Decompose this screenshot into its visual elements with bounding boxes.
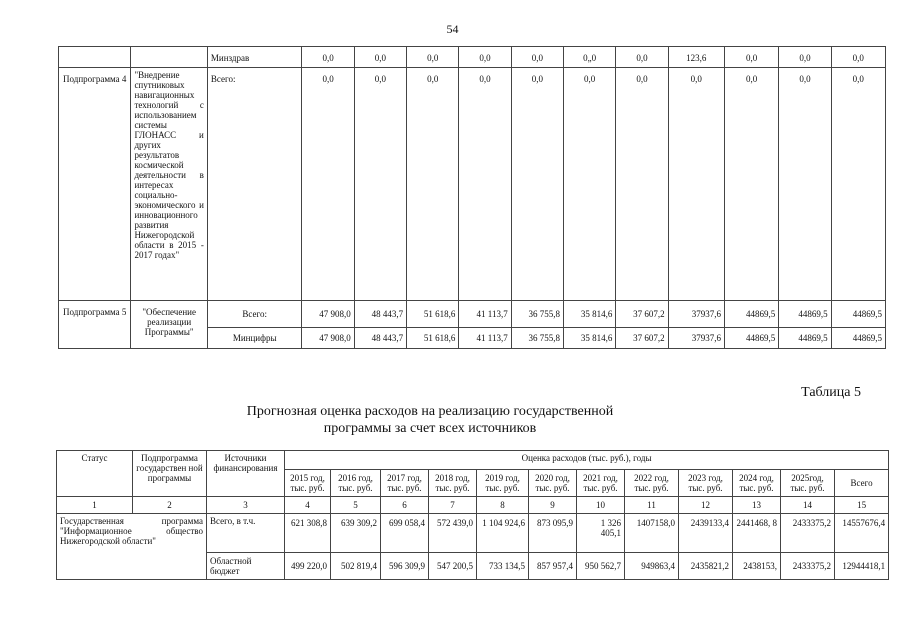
status-cell: Подпрограмма 5 [59, 301, 131, 349]
value-cell: 0,0 [511, 47, 563, 68]
value-cell: 1 326 405,1 [577, 514, 625, 553]
header-year: 2025год, тыс. руб. [781, 470, 835, 497]
header-year: 2017 год, тыс. руб. [381, 470, 429, 497]
value-cell: 547 200,5 [429, 553, 477, 580]
value-cell: 0,0 [831, 68, 885, 301]
forecast-expenses-table [56, 450, 889, 580]
value-cell: 621 308,8 [285, 514, 331, 553]
column-number: 8 [477, 497, 529, 514]
value-cell: 1 104 924,6 [477, 514, 529, 553]
value-cell: 44869,5 [779, 328, 831, 349]
table-row [59, 47, 886, 68]
status-cell [59, 47, 131, 68]
column-number: 12 [679, 497, 733, 514]
value-cell: 51 618,6 [407, 328, 459, 349]
header-sources: Источники финансирования [207, 451, 285, 497]
table-row [59, 68, 886, 301]
page-number: 54 [446, 22, 459, 36]
table-header-row [57, 451, 889, 470]
value-cell: 37 607,2 [616, 328, 668, 349]
source-cell: Всего, в т.ч. [207, 514, 285, 553]
column-number: 14 [781, 497, 835, 514]
value-cell: 37 607,2 [616, 301, 668, 328]
value-cell: 35 814,6 [564, 301, 616, 328]
value-cell: 0,0 [668, 68, 724, 301]
value-cell: 0,0 [831, 47, 885, 68]
header-year: 2018 год, тыс. руб. [429, 470, 477, 497]
value-cell: 0,0 [616, 47, 668, 68]
name-cell: "Внедрение спутниковых навигационных технологий с использованием системы ГЛОНАСС и других результатов космической деятельности в интересах социально-экономического и инновационного развития Нижегородской области в 2015 - 2017 годах" [131, 68, 207, 301]
value-cell: 44869,5 [724, 301, 778, 328]
value-cell: 44869,5 [831, 328, 885, 349]
source-cell: Минцифры [207, 328, 302, 349]
value-cell: 51 618,6 [407, 301, 459, 328]
column-number: 11 [625, 497, 679, 514]
value-cell: 35 814,6 [564, 328, 616, 349]
value-cell: 47 908,0 [302, 301, 354, 328]
value-cell: 0,0 [302, 68, 354, 301]
value-cell: 499 220,0 [285, 553, 331, 580]
header-status: Статус [57, 451, 133, 497]
value-cell: 572 439,0 [429, 514, 477, 553]
subprogram-expenses-table [58, 46, 886, 349]
value-cell: 36 755,8 [511, 328, 563, 349]
table-row [59, 301, 886, 328]
source-cell: Областной бюджет [207, 553, 285, 580]
value-cell: 699 058,4 [381, 514, 429, 553]
table-label: Таблица 5 [801, 385, 861, 400]
value-cell: 2438153, [733, 553, 781, 580]
name-cell [131, 47, 207, 68]
value-cell: 0,0 [407, 47, 459, 68]
value-cell: 639 309,2 [331, 514, 381, 553]
header-year: 2024 год, тыс. руб. [733, 470, 781, 497]
value-cell: 2433375,2 [781, 553, 835, 580]
value-cell: 873 095,9 [529, 514, 577, 553]
table-title: Прогнозная оценка расходов на реализацию государственной программы за счет всех источников [246, 404, 614, 436]
value-cell: 0,0 [779, 47, 831, 68]
value-cell: 596 309,9 [381, 553, 429, 580]
value-cell: 0„0 [564, 47, 616, 68]
column-number: 15 [835, 497, 889, 514]
column-number: 3 [207, 497, 285, 514]
header-subprogram: Подпрограмма государствен ной программы [133, 451, 207, 497]
column-number: 13 [733, 497, 781, 514]
value-cell: 2441468, 8 [733, 514, 781, 553]
source-cell: Минздрав [207, 47, 302, 68]
value-cell: 44869,5 [724, 328, 778, 349]
value-cell: 37937,6 [668, 301, 724, 328]
column-number: 10 [577, 497, 625, 514]
value-cell: 0,0 [459, 68, 511, 301]
value-cell: 47 908,0 [302, 328, 354, 349]
program-name-cell: Государственная программа "Информационное общество Нижегородской области" [57, 514, 207, 580]
value-cell: 48 443,7 [354, 301, 406, 328]
column-number: 4 [285, 497, 331, 514]
status-cell: Подпрограмма 4 [59, 68, 131, 301]
column-number: 5 [331, 497, 381, 514]
value-cell: 123,6 [668, 47, 724, 68]
value-cell: 41 113,7 [459, 328, 511, 349]
column-number: 6 [381, 497, 429, 514]
value-cell: 14557676,4 [835, 514, 889, 553]
value-cell: 2439133,4 [679, 514, 733, 553]
value-cell: 36 755,8 [511, 301, 563, 328]
value-cell: 0,0 [459, 47, 511, 68]
value-cell: 0,0 [354, 47, 406, 68]
column-number: 1 [57, 497, 133, 514]
source-cell: Всего: [207, 301, 302, 328]
value-cell: 0,0 [407, 68, 459, 301]
value-cell: 0,0 [724, 68, 778, 301]
value-cell: 12944418,1 [835, 553, 889, 580]
header-total: Всего [835, 470, 889, 497]
source-cell: Всего: [207, 68, 302, 301]
value-cell: 44869,5 [831, 301, 885, 328]
value-cell: 2435821,2 [679, 553, 733, 580]
value-cell: 502 819,4 [331, 553, 381, 580]
value-cell: 0,0 [564, 68, 616, 301]
value-cell: 0,0 [779, 68, 831, 301]
value-cell: 0,0 [724, 47, 778, 68]
value-cell: 0,0 [511, 68, 563, 301]
name-cell: "Обеспечение реализации Программы" [131, 301, 207, 349]
value-cell: 857 957,4 [529, 553, 577, 580]
column-number: 7 [429, 497, 477, 514]
value-cell: 0,0 [354, 68, 406, 301]
header-year: 2022 год, тыс. руб. [625, 470, 679, 497]
value-cell: 44869,5 [779, 301, 831, 328]
table-row [57, 514, 889, 553]
header-year: 2023 год, тыс. руб. [679, 470, 733, 497]
value-cell: 41 113,7 [459, 301, 511, 328]
value-cell: 2433375,2 [781, 514, 835, 553]
header-estimate: Оценка расходов (тыс. руб.), годы [285, 451, 889, 470]
header-year: 2015 год, тыс. руб. [285, 470, 331, 497]
column-number: 9 [529, 497, 577, 514]
header-year: 2020 год, тыс. руб. [529, 470, 577, 497]
header-year: 2016 год, тыс. руб. [331, 470, 381, 497]
column-number: 2 [133, 497, 207, 514]
value-cell: 950 562,7 [577, 553, 625, 580]
value-cell: 48 443,7 [354, 328, 406, 349]
value-cell: 0,0 [616, 68, 668, 301]
header-year: 2019 год, тыс. руб. [477, 470, 529, 497]
value-cell: 949863,4 [625, 553, 679, 580]
column-number-row [57, 497, 889, 514]
value-cell: 1407158,0 [625, 514, 679, 553]
value-cell: 733 134,5 [477, 553, 529, 580]
value-cell: 37937,6 [668, 328, 724, 349]
value-cell: 0,0 [302, 47, 354, 68]
header-year: 2021 год, тыс. руб. [577, 470, 625, 497]
